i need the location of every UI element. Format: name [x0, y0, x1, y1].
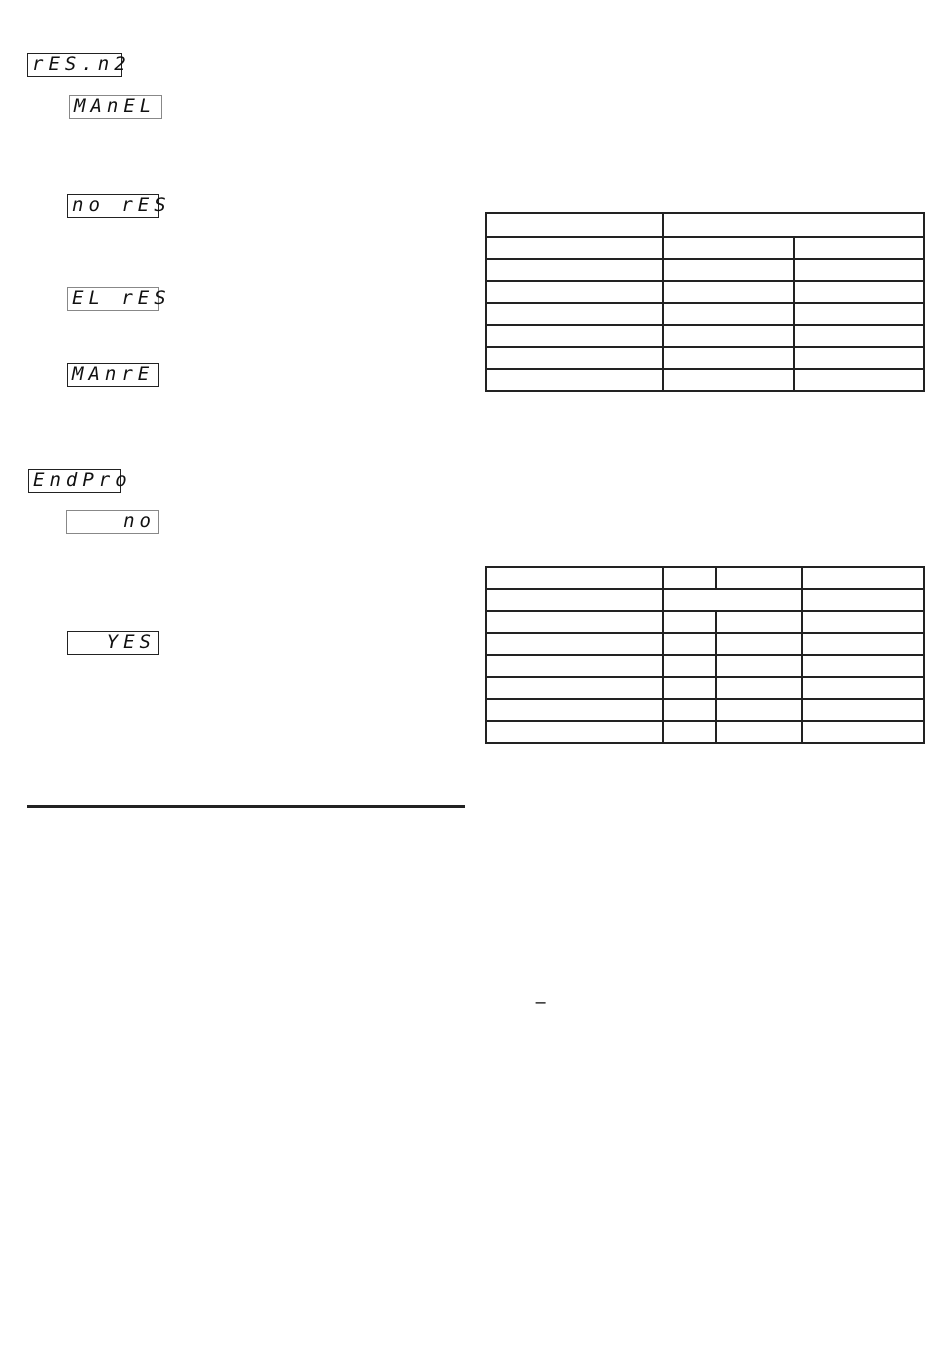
table-row [486, 567, 924, 589]
display-manre: MAnrE [67, 363, 159, 387]
table-row [486, 589, 924, 611]
table-bottom [485, 566, 925, 744]
table-row [486, 655, 924, 677]
table-row [486, 611, 924, 633]
section-divider [27, 805, 465, 808]
display-no: no [66, 510, 159, 534]
table-row [486, 369, 924, 391]
table-row [486, 347, 924, 369]
table-row [486, 633, 924, 655]
table-row [486, 259, 924, 281]
table-row [486, 303, 924, 325]
table-row [486, 677, 924, 699]
display-no-res: no rES [67, 194, 159, 218]
table-row [486, 721, 924, 743]
table-row [486, 237, 924, 259]
table-row [486, 325, 924, 347]
table-top [485, 212, 925, 392]
minus-mark: − [534, 993, 548, 1012]
display-el-res: EL rES [67, 287, 159, 311]
table-row [486, 281, 924, 303]
table-row [486, 213, 924, 237]
table-row [486, 699, 924, 721]
display-res-menu2: rES.n2 [27, 53, 122, 77]
display-manel: MAnEL [69, 95, 162, 119]
display-endpro: EndPro [28, 469, 121, 493]
display-yes: YES [67, 631, 159, 655]
